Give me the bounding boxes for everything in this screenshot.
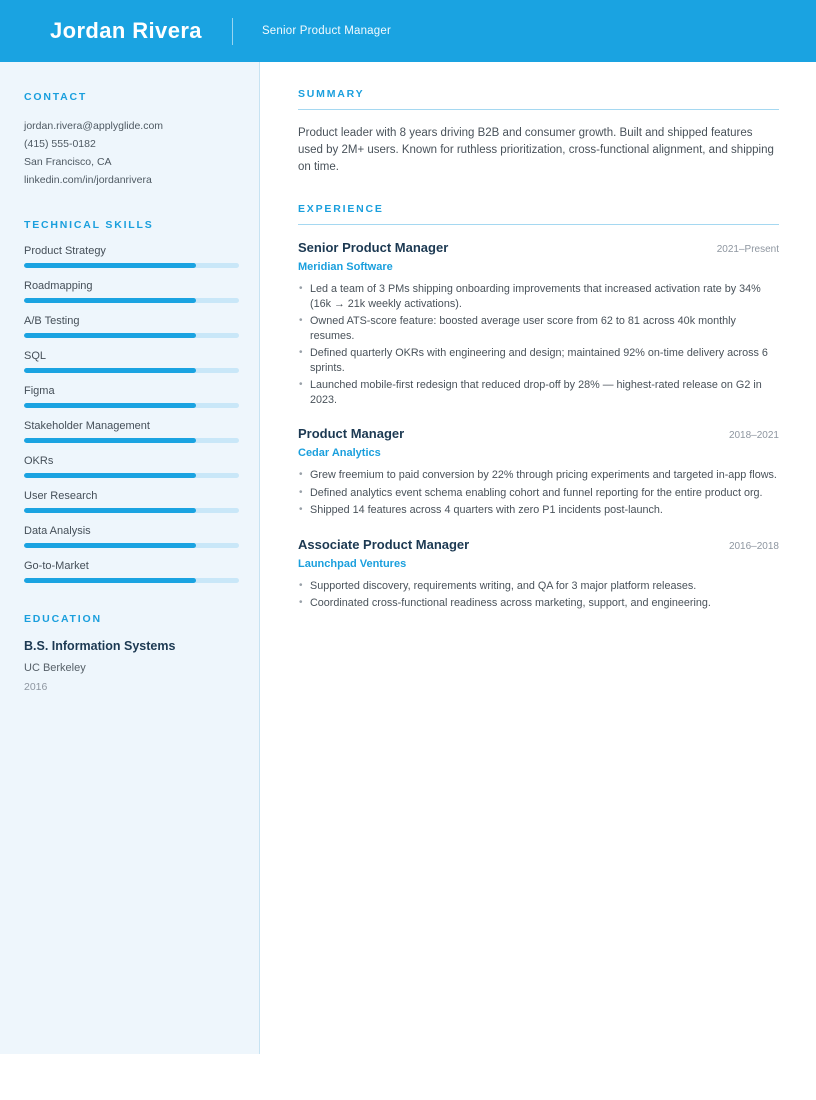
summary-text: Product leader with 8 years driving B2B and consumer growth. Built and shipped features used by 2M+ users. Known for ruthless prioritization, cross-functional alignment, and shipping on time. [298, 127, 774, 173]
skill-item [24, 280, 239, 303]
contact-email: jordan.rivera@applyglide.com [24, 120, 164, 132]
job-title: Associate Product Manager [298, 536, 470, 552]
job-bullet-list [298, 282, 779, 407]
skill-bar-fill [24, 578, 196, 583]
skill-item [24, 455, 239, 478]
skill-bar-fill [24, 543, 196, 548]
job-entry [298, 240, 779, 407]
skills-section-title: TECHNICAL SKILLS [24, 219, 154, 231]
section-rule [298, 224, 779, 225]
job-header [298, 240, 779, 255]
job-bullet-list [298, 579, 779, 611]
contact-section [24, 91, 239, 189]
job-title: Senior Product Manager [298, 240, 449, 255]
skill-bar-track [24, 403, 239, 408]
contact-section-title: CONTACT [24, 91, 88, 103]
skill-bar-fill [24, 298, 196, 303]
education-year: 2016 [24, 681, 48, 693]
summary-section [298, 88, 779, 176]
education-degree: B.S. Information Systems [24, 639, 176, 653]
education-school: UC Berkeley [24, 662, 86, 674]
job-company: Launchpad Ventures [298, 557, 407, 570]
skill-item [24, 525, 239, 548]
job-dates: 2016–2018 [728, 540, 779, 552]
job-entry [298, 537, 779, 611]
skill-name: SQL [24, 350, 47, 362]
job-bullet: • Supported discovery, requirements writing, and QA for 3 major platform releases. [298, 579, 779, 594]
skill-name: OKRs [24, 455, 54, 467]
main-content [260, 62, 816, 1054]
skill-name: Data Analysis [24, 525, 91, 537]
experience-section [298, 203, 779, 611]
skill-item [24, 245, 239, 268]
skill-bar-track [24, 578, 239, 583]
skill-bar-fill [24, 333, 196, 338]
resume-body [0, 62, 816, 1054]
person-name: Jordan Rivera [50, 18, 202, 43]
job-bullet: • Coordinated cross-functional readiness across marketing, support, and engineering. [298, 596, 779, 611]
job-bullet: • Defined analytics event schema enabling cohort and funnel reporting for the entire product org. [298, 486, 779, 501]
contact-phone: (415) 555-0182 [24, 138, 96, 150]
job-dates: 2018–2021 [728, 430, 779, 441]
skill-item [24, 385, 239, 408]
contact-linkedin: linkedin.com/in/jordanrivera [24, 174, 152, 186]
education-section-title: EDUCATION [24, 613, 102, 625]
skill-bar-track [24, 263, 239, 268]
skill-name: User Research [24, 490, 98, 502]
skill-bar-track [24, 368, 239, 373]
sidebar [0, 62, 260, 1054]
job-header [298, 537, 779, 552]
skill-bar-fill [24, 403, 196, 408]
skill-item [24, 350, 239, 373]
section-rule [298, 109, 779, 110]
header-divider [232, 18, 233, 45]
person-role: Senior Product Manager [261, 25, 391, 37]
skill-bar-track [24, 298, 239, 303]
job-company: Cedar Analytics [298, 447, 381, 459]
skill-bar-fill [24, 368, 196, 373]
job-bullet: • Defined quarterly OKRs with engineering and design; maintained 92% on-time delivery across 6 sprints. [298, 346, 779, 375]
page-header [0, 0, 816, 62]
skill-bar-track [24, 333, 239, 338]
skill-name: Go-to-Market [24, 560, 89, 572]
job-entry [298, 426, 779, 518]
skill-item [24, 560, 239, 583]
skill-item [24, 315, 239, 338]
job-bullet: • Launched mobile-first redesign that reduced drop-off by 28% — highest-rated release on G2 in 2023. [298, 378, 779, 407]
skill-name: Figma [24, 385, 55, 397]
skill-bar-fill [24, 438, 196, 443]
job-bullet: • Owned ATS-score feature: boosted average user score from 62 to 81 across 40k monthly resumes. [298, 314, 779, 343]
job-header [298, 426, 779, 441]
job-bullet: • Led a team of 3 PMs shipping onboarding improvements that increased activation rate by 34% (16k → 21k weekly activations). [298, 282, 779, 311]
skill-item [24, 490, 239, 513]
skill-bar-fill [24, 473, 196, 478]
skill-name: Roadmapping [24, 280, 93, 292]
skill-item [24, 420, 239, 443]
job-bullet-list [298, 468, 779, 518]
job-dates: 2021–Present [716, 244, 779, 255]
job-bullet: • Shipped 14 features across 4 quarters with zero P1 incidents post-launch. [298, 503, 779, 518]
skill-bar-track [24, 543, 239, 548]
skill-bar-track [24, 473, 239, 478]
education-section [24, 613, 239, 693]
skill-bar-track [24, 438, 239, 443]
experience-section-title: EXPERIENCE [298, 203, 384, 215]
skill-name: Product Strategy [24, 245, 106, 257]
contact-location: San Francisco, CA [24, 156, 112, 168]
skill-name: Stakeholder Management [24, 420, 150, 432]
job-company: Meridian Software [298, 261, 393, 273]
job-title: Product Manager [298, 426, 405, 441]
skill-bar-fill [24, 508, 196, 513]
skill-name: A/B Testing [24, 315, 80, 327]
job-bullet: • Grew freemium to paid conversion by 22% through pricing experiments and targeted in-app flows. [298, 468, 779, 483]
summary-section-title: SUMMARY [298, 88, 365, 100]
skills-section [24, 219, 239, 583]
skill-bar-fill [24, 263, 196, 268]
skill-bar-track [24, 508, 239, 513]
